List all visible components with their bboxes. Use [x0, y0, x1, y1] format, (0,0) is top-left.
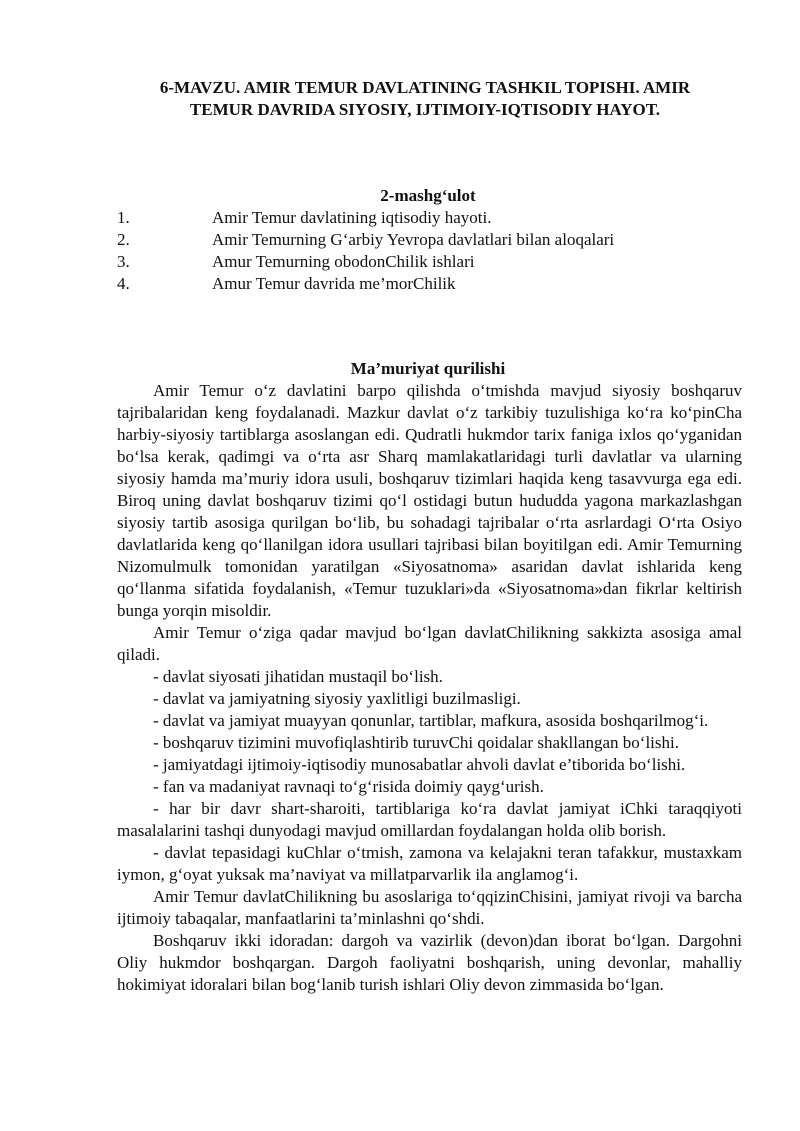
topic-number: 2. — [117, 230, 130, 249]
paragraph: Boshqaruv ikki idoradan: dargoh va vazirlik (devon)dan iborat bo‘lgan. Dargohni Oliy hukmdor boshqargan. Dargoh faoliyatni boshqarish, uning devonlar, mahalliy hokimiyat idoralari bilan bog‘lanib turish ishlari Oliy devon zimmasida bo‘lgan. — [117, 931, 742, 994]
topic-number: 1. — [117, 208, 130, 227]
topic-text: Amur Temurning obodonChilik ishlari — [212, 252, 475, 271]
topic-item — [117, 207, 757, 229]
page-title — [110, 77, 740, 121]
topic-number: 3. — [117, 252, 130, 271]
lesson-heading: 2-mashg‘ulot — [380, 186, 476, 205]
topic-list — [117, 207, 757, 295]
list-point: - davlat siyosati jihatidan mustaqil bo‘lish. — [153, 667, 443, 686]
title-line-2: TEMUR DAVRIDA SIYOSIY, IJTIMOIY-IQTISODIY HAYOT. — [189, 100, 661, 119]
list-point: - boshqaruv tizimini muvofiqlashtirib turuvChi qoidalar shakllangan bo‘lishi. — [153, 733, 679, 752]
list-point: - davlat va jamiyatning siyosiy yaxlitligi buzilmasligi. — [153, 689, 521, 708]
topic-text: Amur Temur davrida me’morChilik — [212, 274, 456, 293]
body-text — [117, 380, 742, 996]
topic-item — [117, 229, 757, 251]
list-point: - fan va madaniyat ravnaqi to‘g‘risida doimiy qayg‘urish. — [153, 777, 544, 796]
title-line-1: 6-MAVZU. AMIR TEMUR DAVLATINING TASHKIL TOPISHI. AMIR — [159, 78, 691, 97]
topic-item — [117, 251, 757, 273]
section-heading: Ma’muriyat qurilishi — [350, 359, 506, 378]
topic-number: 4. — [117, 274, 130, 293]
list-point: - davlat va jamiyat muayyan qonunlar, tartiblar, mafkura, asosida boshqarilmog‘i. — [153, 711, 709, 730]
topic-text: Amir Temur davlatining iqtisodiy hayoti. — [212, 208, 492, 227]
topic-item — [117, 273, 757, 295]
topic-text: Amir Temurning G‘arbiy Yevropa davlatlari bilan aloqalari — [212, 230, 615, 249]
list-point: - jamiyatdagi ijtimoiy-iqtisodiy munosabatlar ahvoli davlat e’tiborida bo‘lishi. — [153, 755, 686, 774]
list-point: - har bir davr shart-sharoiti, tartiblariga ko‘ra davlat jamiyat iChki taraqqiyoti masalalarini tashqi dunyodagi mavjud omillardan foydalangan holda olib borish. — [117, 799, 742, 840]
paragraph: Amir Temur o‘ziga qadar mavjud bo‘lgan davlatChilikning sakkizta asosiga amal qiladi. — [117, 623, 742, 664]
list-point: - davlat tepasidagi kuChlar o‘tmish, zamona va kelajakni teran tafakkur, mustaxkam iymon, g‘oyat yuksak ma’naviyat va millatparvarlik ila anglamog‘i. — [117, 843, 742, 884]
paragraph: Amir Temur o‘z davlatini barpo qilishda o‘tmishda mavjud siyosiy boshqaruv tajribalaridan keng foydalanadi. Mazkur davlat o‘z tarkibiy tuzulishiga ko‘ra ko‘pinCha harbiy-siyosiy tartiblarga asoslangan edi. Qudratli hukmdor tarix faniga ixlos qo‘yganidan bo‘lsa kerak, qadimgi va o‘rta asr Sharq mamlakatlaridagi turli davlatlar va ularning siyosiy hamda ma’muriy idora usuli, boshqaruv tizimlari haqida keng tasavvurga ega edi. Biroq uning davlat boshqaruv tizimi qo‘l ostidagi butun hududda yagona markazlashgan siyosiy tartib asosiga qurilgan bo‘lib, bu sohadagi tajribalar o‘rta asrlardagi O‘rta Osiyo davlatlarida keng qo‘llanilgan idora usullari tajribasi bilan boyitilgan edi. Amir Temurning Nizomulmulk tomonidan yaratilgan «Siyosatnoma» asaridan davlat ishlarida keng qo‘llanma sifatida foydalanish, «Temur tuzuklari»da «Siyosatnoma»dan fikrlar keltirish bunga yorqin misoldir. — [117, 381, 742, 620]
paragraph: Amir Temur davlatChilikning bu asoslariga to‘qqizinChisini, jamiyat rivoji va barcha ijtimoiy tabaqalar, manfaatlarini ta’minlashni qo‘shdi. — [117, 887, 742, 928]
